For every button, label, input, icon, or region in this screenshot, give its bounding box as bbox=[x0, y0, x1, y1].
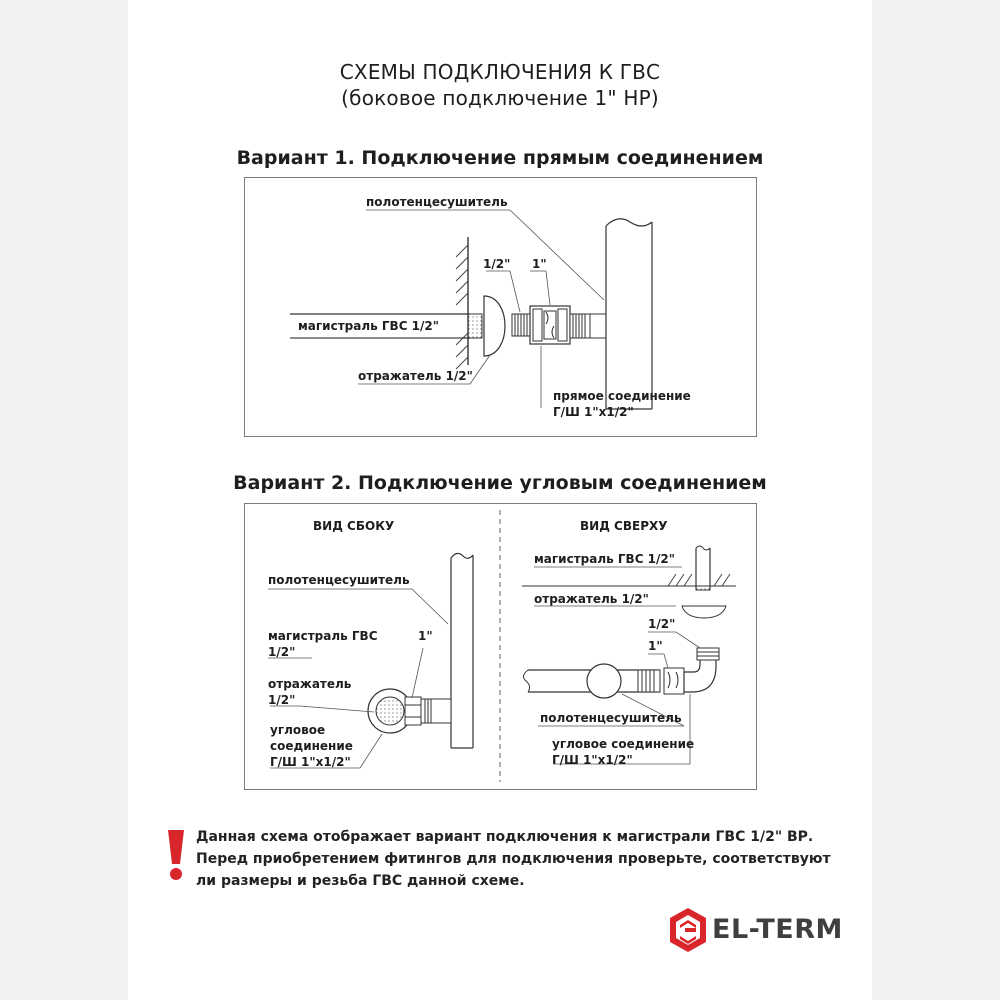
side-label-angle-size: Г/Ш 1"х1/2" bbox=[270, 755, 351, 769]
top-label-size-one: 1" bbox=[648, 639, 663, 653]
label-reflector: отражатель 1/2" bbox=[358, 369, 473, 383]
top-label-size-half: 1/2" bbox=[648, 617, 676, 631]
variant1-title: Вариант 1. Подключение прямым соединением bbox=[236, 147, 764, 169]
brand-name: EL-TERM bbox=[712, 914, 843, 945]
side-label-size-one: 1" bbox=[418, 629, 433, 643]
side-label-towel-dryer: полотенцесушитель bbox=[268, 573, 410, 587]
brand-logo bbox=[666, 906, 856, 956]
exclamation-icon bbox=[165, 828, 187, 882]
side-label-main-line-size: 1/2" bbox=[268, 645, 296, 659]
label-size-one: 1" bbox=[532, 257, 547, 271]
variant2-title: Вариант 2. Подключение угловым соединением bbox=[233, 472, 767, 494]
page-title: СХЕМЫ ПОДКЛЮЧЕНИЯ К ГВС bbox=[339, 60, 661, 84]
side-label-reflector: отражатель bbox=[268, 677, 352, 691]
side-angle-fitting bbox=[368, 689, 451, 733]
top-towel-dryer bbox=[523, 664, 660, 698]
top-angle-fitting bbox=[664, 648, 719, 694]
label-straight-connection: прямое соединение bbox=[553, 389, 691, 403]
side-label-main-line: магистраль ГВС bbox=[268, 629, 378, 643]
top-label-angle-connection: угловое соединение bbox=[552, 737, 695, 751]
notice-line-3: ли размеры и резьба ГВС данной схеме. bbox=[196, 873, 525, 889]
el-term-logo-icon bbox=[666, 906, 710, 954]
side-label-reflector-size: 1/2" bbox=[268, 693, 296, 707]
top-label-main-line: магистраль ГВС 1/2" bbox=[534, 552, 676, 566]
top-label-angle-size: Г/Ш 1"х1/2" bbox=[552, 753, 633, 767]
label-towel-dryer: полотенцесушитель bbox=[366, 195, 508, 209]
label-size-half: 1/2" bbox=[483, 257, 511, 271]
page-subtitle: (боковое подключение 1" НР) bbox=[341, 86, 659, 110]
side-towel-dryer-pipe bbox=[451, 553, 473, 748]
side-view-title: ВИД СБОКУ bbox=[313, 519, 395, 533]
label-main-line: магистраль ГВС 1/2" bbox=[298, 319, 440, 333]
top-label-reflector: отражатель 1/2" bbox=[534, 592, 649, 606]
label-straight-connection-size: Г/Ш 1"х1/2" bbox=[553, 405, 634, 419]
side-label-angle-connection: соединение bbox=[270, 739, 353, 753]
notice-text bbox=[196, 826, 856, 892]
notice-line-2: Перед приобретением фитингов для подключения проверьте, соответствуют bbox=[196, 851, 831, 867]
top-reflector bbox=[682, 606, 726, 618]
top-view-title: ВИД СВЕРХУ bbox=[580, 519, 668, 533]
top-label-towel-dryer: полотенцесушитель bbox=[540, 711, 682, 725]
notice-line-1: Данная схема отображает вариант подключения к магистрали ГВС 1/2" ВР. bbox=[196, 829, 814, 845]
side-label-angle: угловое bbox=[270, 723, 326, 737]
